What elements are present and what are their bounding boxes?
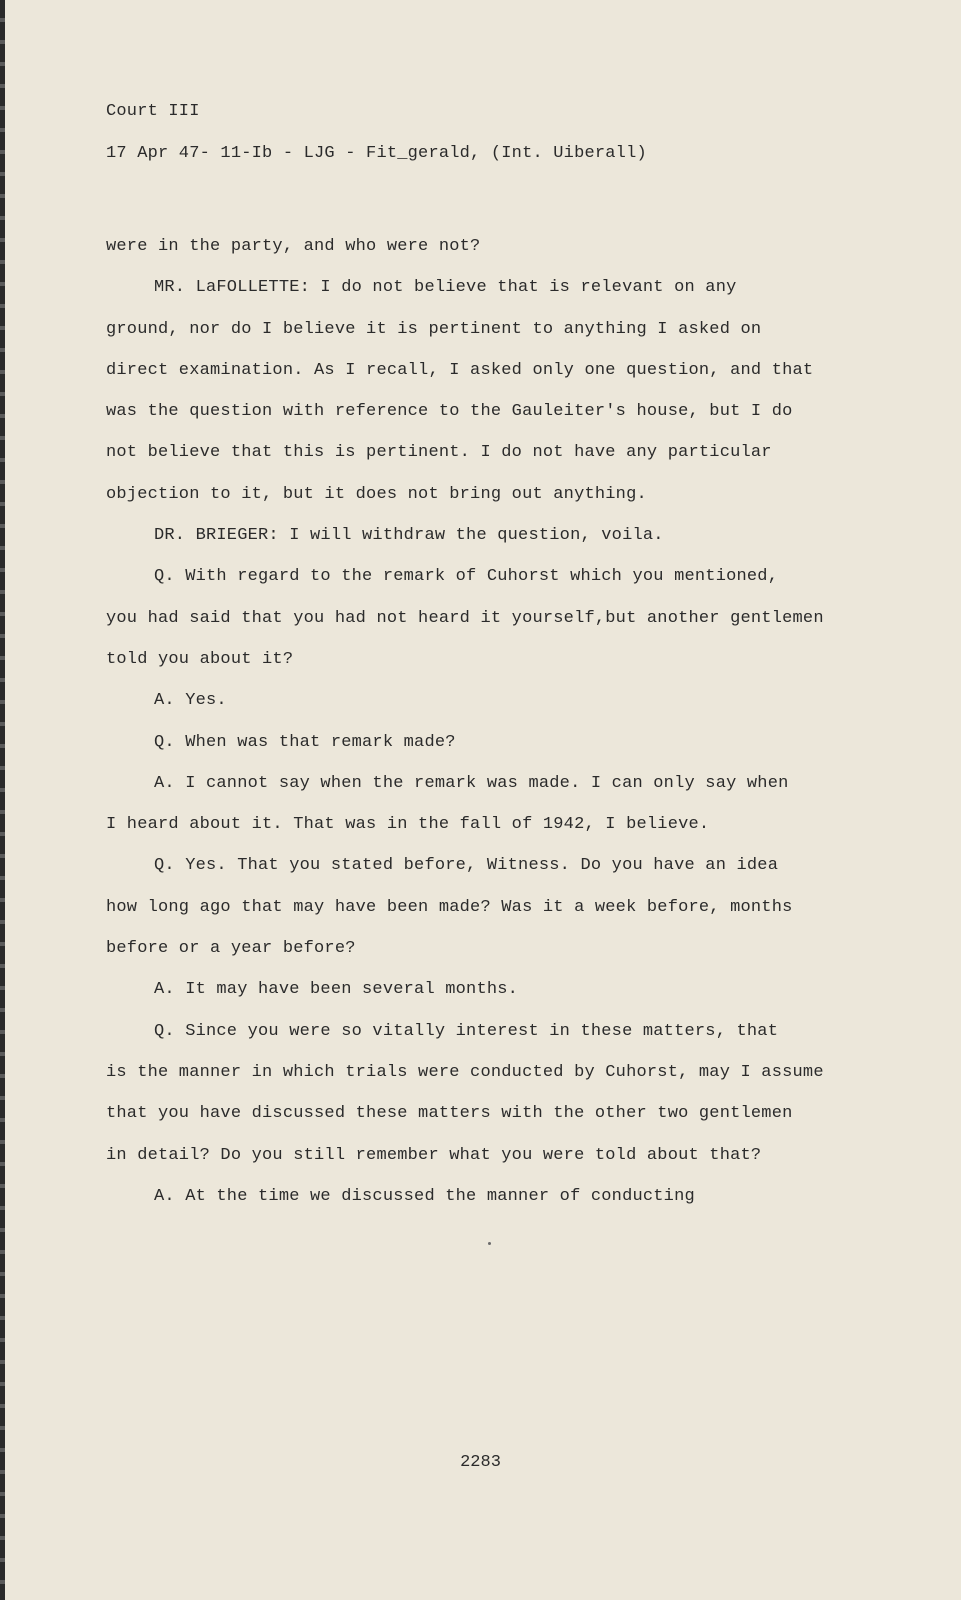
transcript-line: DR. BRIEGER: I will withdraw the question, voila. <box>154 526 664 546</box>
transcript-line: Q. Since you were so vitally interest in these matters, that <box>154 1021 779 1041</box>
binding-edge <box>0 0 5 1600</box>
transcript-line: Q. Yes. That you stated before, Witness. Do you have an idea <box>154 856 779 876</box>
transcript-line: A. At the time we discussed the manner of conducting <box>154 1186 695 1206</box>
transcript-line: were in the party, and who were not? <box>106 237 481 256</box>
transcript-line: A. It may have been several months. <box>154 980 519 1000</box>
transcript-line: Q. With regard to the remark of Cuhorst which you mentioned, <box>154 567 779 587</box>
transcript-line: ground, nor do I believe it is pertinent to anything I asked on <box>106 319 762 339</box>
transcript-body <box>106 226 826 1217</box>
transcript-line: A. I cannot say when the remark was made. I can only say when <box>154 773 789 793</box>
transcript-line: direct examination. As I recall, I asked only one question, and that <box>106 360 814 380</box>
transcript-line: you had said that you had not heard it yourself,but another gentlemen <box>106 608 824 628</box>
paper-speck <box>488 1242 491 1245</box>
transcript-line: before or a year before? <box>106 939 356 959</box>
session-header: 17 Apr 47- 11-Ib - LJG - Fit_gerald, (Int. Uiberall) <box>106 144 647 163</box>
transcript-line: that you have discussed these matters with the other two gentlemen <box>106 1104 793 1124</box>
page-number: 2283 <box>460 1453 501 1472</box>
transcript-line: was the question with reference to the Gauleiter's house, but I do <box>106 402 793 422</box>
transcript-line: in detail? Do you still remember what you were told about that? <box>106 1145 762 1165</box>
transcript-line: I heard about it. That was in the fall of 1942, I believe. <box>106 815 710 835</box>
transcript-line: Q. When was that remark made? <box>154 732 456 752</box>
transcript-line: told you about it? <box>106 649 294 669</box>
transcript-line: MR. LaFOLLETTE: I do not believe that is relevant on any <box>154 278 737 298</box>
transcript-line: how long ago that may have been made? Was it a week before, months <box>106 897 793 917</box>
transcript-line: objection to it, but it does not bring out anything. <box>106 484 647 504</box>
transcript-line: A. Yes. <box>154 691 227 711</box>
court-header: Court III <box>106 102 200 121</box>
transcript-line: not believe that this is pertinent. I do not have any particular <box>106 443 772 463</box>
transcript-line: is the manner in which trials were conducted by Cuhorst, may I assume <box>106 1062 824 1082</box>
